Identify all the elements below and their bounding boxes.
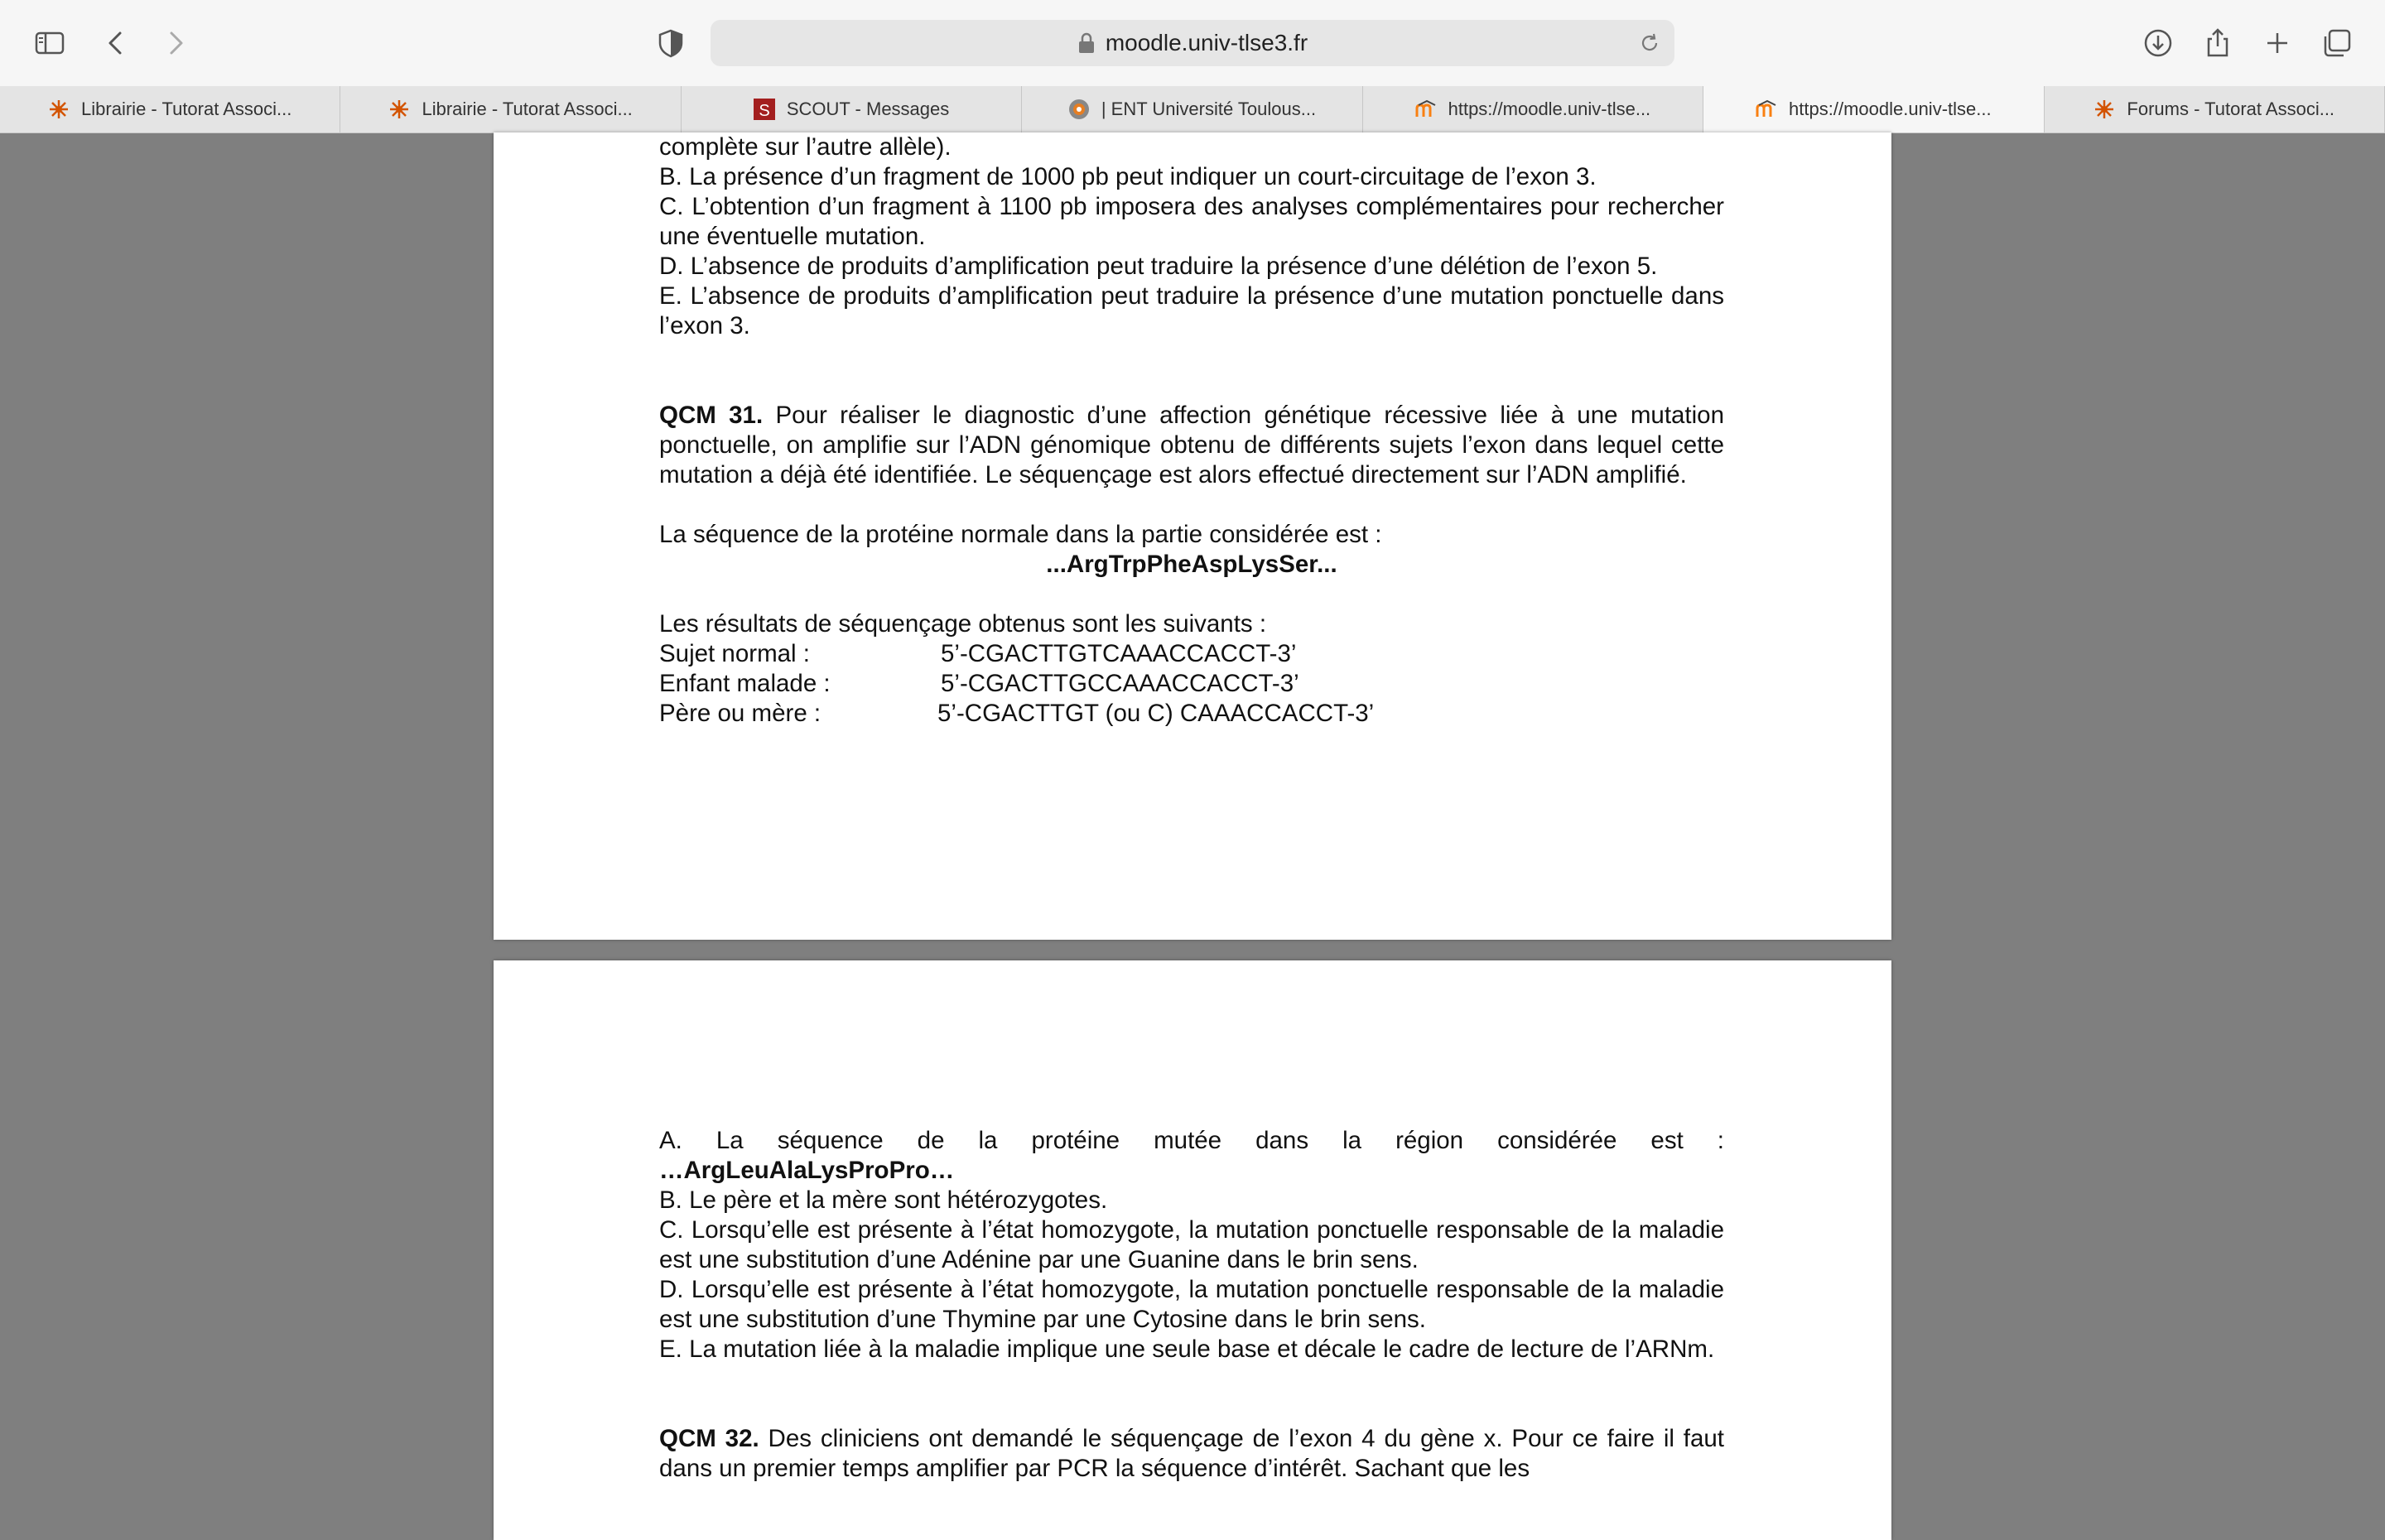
document-page-1 bbox=[494, 132, 1891, 940]
svg-text:S: S bbox=[759, 102, 770, 120]
protein-intro: La séquence de la protéine normale dans la partie considérée est : bbox=[659, 521, 1382, 548]
lock-icon bbox=[1077, 32, 1096, 54]
q31-option-e: E. La mutation liée à la maladie implique une seule base et décale le cadre de lecture de l’ARNm. bbox=[659, 1335, 1715, 1363]
tutorat-favicon-icon bbox=[2094, 99, 2115, 120]
downloads-icon[interactable] bbox=[2138, 23, 2178, 63]
q31-statement bbox=[659, 401, 1724, 490]
tutorat-favicon-icon bbox=[48, 99, 70, 120]
tab-moodle-1[interactable]: https://moodle.univ-tlse... bbox=[1363, 86, 1703, 132]
q30-option-d: D. L’absence de produits d’amplification peut traduire la présence d’une délétion de l’exon 5. bbox=[659, 253, 1658, 280]
tab-scout[interactable]: S SCOUT - Messages bbox=[682, 86, 1022, 132]
url-text: moodle.univ-tlse3.fr bbox=[1105, 30, 1308, 55]
scout-favicon-icon bbox=[754, 99, 775, 120]
q32-text: Des cliniciens ont demandé le séquençage de l’exon 4 du gène x. Pour ce faire il faut dans un premier temps amplifier par PCR la séquence d’intérêt. Sachant que les bbox=[659, 1425, 1724, 1482]
share-icon[interactable] bbox=[2198, 23, 2238, 63]
q30-option-a-fragment: complète sur l’autre allèle). bbox=[659, 133, 952, 161]
q31-option-b: B. Le père et la mère sont hétérozygotes. bbox=[659, 1186, 1108, 1214]
q31-label: QCM 31. bbox=[659, 402, 764, 429]
new-tab-icon[interactable] bbox=[2257, 23, 2297, 63]
normal-protein-sequence: ...ArgTrpPheAspLysSer... bbox=[1046, 551, 1337, 578]
tab-bar bbox=[0, 86, 2385, 133]
tab-forums[interactable]: Forums - Tutorat Associ... bbox=[2045, 86, 2385, 132]
browser-toolbar bbox=[0, 0, 2385, 87]
moodle-favicon-icon bbox=[1756, 99, 1777, 120]
tutorat-favicon-icon bbox=[388, 99, 410, 120]
q30-option-e: E. L’absence de produits d’amplification peut traduire la présence d’une mutation ponctuelle dans l’exon 3. bbox=[659, 282, 1724, 339]
result-row-affected-child bbox=[659, 669, 1724, 699]
document-page-2 bbox=[494, 960, 1891, 1540]
forward-icon[interactable] bbox=[156, 23, 195, 63]
sidebar-toggle-icon[interactable] bbox=[30, 23, 70, 63]
q32-label: QCM 32. bbox=[659, 1425, 759, 1452]
q31-option-c: C. Lorsqu’elle est présente à l’état homozygote, la mutation ponctuelle responsable de la maladie est une substitution d’une Adénine par une Guanine dans le brin sens. bbox=[659, 1216, 1724, 1273]
q32-statement bbox=[659, 1424, 1724, 1484]
q31-option-a-text: A. La séquence de la protéine mutée dans la région considérée est : bbox=[659, 1127, 1724, 1154]
result-sequence: 5’-CGACTTGTCAAACCACCT-3’ bbox=[941, 640, 1297, 667]
q31-option-d: D. Lorsqu’elle est présente à l’état homozygote, la mutation ponctuelle responsable de la maladie est une substitution d’une Thymine par une Cytosine dans le brin sens. bbox=[659, 1276, 1724, 1333]
tab-moodle-2-active[interactable]: https://moodle.univ-tlse... bbox=[1703, 86, 2044, 132]
ent-favicon-icon bbox=[1068, 99, 1090, 120]
moodle-favicon-icon bbox=[1415, 99, 1437, 120]
result-label: Père ou mère : bbox=[659, 700, 822, 727]
result-row-parent bbox=[659, 699, 1724, 729]
tab-overview-icon[interactable] bbox=[2317, 23, 2357, 63]
result-sequence: 5’-CGACTTGT (ou C) CAAACCACCT-3’ bbox=[937, 700, 1375, 727]
result-sequence: 5’-CGACTTGCCAAACCACCT-3’ bbox=[941, 670, 1299, 697]
q30-option-b: B. La présence d’un fragment de 1000 pb peut indiquer un court-circuitage de l’exon 3. bbox=[659, 163, 1597, 190]
q31-option-a-sequence: …ArgLeuAlaLysProPro… bbox=[659, 1157, 955, 1184]
tab-ent[interactable]: | ENT Université Toulous... bbox=[1022, 86, 1362, 132]
result-label: Enfant malade : bbox=[659, 670, 831, 697]
q30-option-c: C. L’obtention d’un fragment à 1100 pb imposera des analyses complémentaires pour rechercher une éventuelle mutation. bbox=[659, 193, 1724, 250]
result-row-normal bbox=[659, 639, 1724, 669]
q31-text: Pour réaliser le diagnostic d’une affection génétique récessive liée à une mutation ponctuelle, on amplifie sur l’ADN génomique obtenu de différents sujets l’exon dans lequel cette mutation a déjà été identifiée. Le séquençage est alors effectué directement sur l’ADN amplifié. bbox=[659, 402, 1724, 488]
tab-librairie-2[interactable]: Librairie - Tutorat Associ... bbox=[340, 86, 681, 132]
page-2-content bbox=[659, 1126, 1724, 1484]
back-icon[interactable] bbox=[96, 23, 136, 63]
address-bar[interactable] bbox=[711, 20, 1674, 66]
result-label: Sujet normal : bbox=[659, 640, 810, 667]
page-1-content bbox=[659, 132, 1724, 729]
privacy-shield-icon[interactable] bbox=[651, 23, 691, 63]
results-intro: Les résultats de séquençage obtenus sont les suivants : bbox=[659, 610, 1267, 638]
reload-icon[interactable] bbox=[1638, 31, 1661, 55]
tab-librairie-1[interactable]: Librairie - Tutorat Associ... bbox=[0, 86, 340, 132]
